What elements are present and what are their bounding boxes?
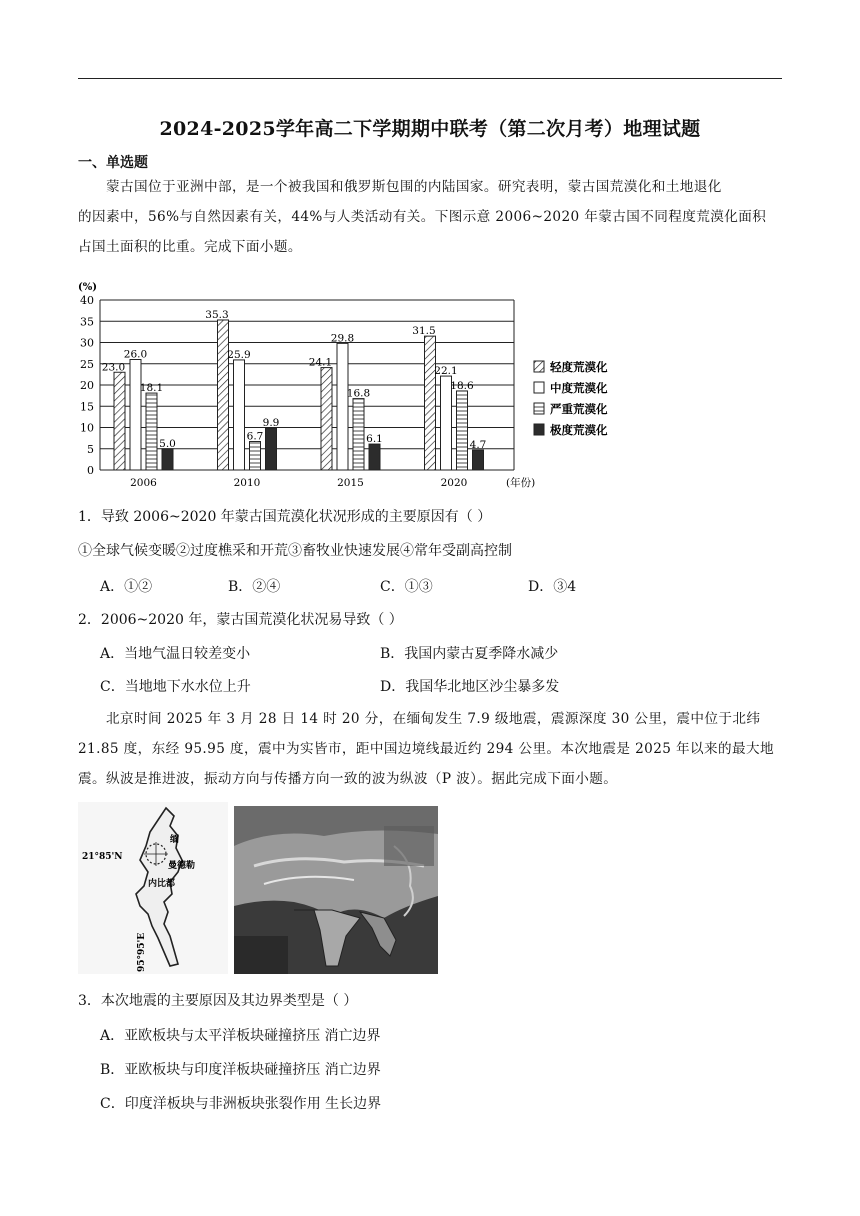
legend-label: 轻度荒漠化 [550,360,608,374]
bar [146,393,157,470]
question-2-stem: 2．2006~2020 年，蒙古国荒漠化状况易导致（ ） [78,612,403,628]
data-label: 23.0 [101,361,126,374]
x-tick-label: 2015 [337,477,364,489]
myanmar-map [78,802,228,974]
question-1-stem: 1．导致 2006~2020 年蒙古国荒漠化状况形成的主要原因有（ ） [78,509,492,525]
data-label: 22.1 [434,365,458,378]
data-label: 18.1 [139,382,164,395]
longitude-label: 95°95'E [137,932,147,972]
y-tick-label: 40 [80,294,94,307]
legend-swatch [534,424,544,435]
q3-option-b[interactable]: B．亚欧板块与印度洋板块碰撞挤压 消亡边界 [100,1062,381,1078]
bar [218,320,229,470]
passage-1-line-2: 的因素中，56%与自然因素有关，44%与人类活动有关。下图示意 2006~2020 年蒙古国不同程度荒漠化面积 [78,209,767,225]
data-label: 26.0 [123,348,148,361]
y-tick-label: 10 [80,421,94,435]
passage-1-line-3: 占国土面积的比重。完成下面小题。 [78,239,302,255]
data-label: 29.8 [330,332,355,345]
question-1-statements: ①全球气候变暖②过度樵采和开荒③畜牧业快速发展④常年受副高控制 [78,543,512,559]
q3-option-a[interactable]: A．亚欧板块与太平洋板块碰撞挤压 消亡边界 [100,1028,381,1044]
map-city-2: 内比都 [148,879,176,889]
bar [321,368,332,470]
data-label: 4.7 [469,439,487,452]
legend-swatch [534,361,544,372]
y-tick-label: 15 [80,400,94,414]
bar [130,360,141,471]
data-label: 5.0 [159,437,176,450]
bar [250,442,261,470]
x-tick-label: 2010 [233,477,261,489]
q2-option-d[interactable]: D．我国华北地区沙尘暴多发 [380,679,560,695]
map-country-label: 缅 [170,835,180,845]
y-tick-label: 20 [80,379,94,392]
data-label: 9.9 [262,416,280,429]
data-label: 24.1 [308,356,333,369]
q1-option-d[interactable]: D．③4 [528,579,577,595]
y-tick-label: 0 [87,464,94,477]
bar [266,428,277,470]
bar [425,336,436,470]
latitude-label: 21°85'N [82,852,123,862]
q1-option-a[interactable]: A．①② [100,579,153,595]
x-tick-label: 2020 [440,477,468,489]
q1-option-c[interactable]: C．①③ [380,579,433,595]
map-city-1: 曼德勒 [168,861,196,871]
bar [369,444,380,470]
y-tick-label: 30 [80,336,94,350]
y-axis-unit-label: (%) [78,282,97,293]
section-heading: 一、单选题 [78,155,148,171]
data-label: 25.9 [227,348,251,361]
bar [473,450,484,470]
bar [457,391,468,470]
bar [337,343,348,470]
legend-label: 极度荒漠化 [550,423,608,437]
passage-1-line-1: 蒙古国位于亚洲中部，是一个被我国和俄罗斯包围的内陆国家。研究表明，蒙古国荒漠化和土地退化 [106,179,722,195]
legend-label: 严重荒漠化 [550,402,608,416]
legend-swatch [534,403,544,414]
page-title: 2024-2025学年高二下学期期中联考（第二次月考）地理试题 [159,118,701,140]
y-tick-label: 25 [80,357,94,371]
bar [114,372,125,470]
q2-option-c[interactable]: C．当地地下水水位上升 [100,679,251,695]
data-label: 35.3 [205,308,229,321]
passage-2-line-2: 21.85 度，东经 95.95 度，震中为实皆市，距中国边境线最近约 294 公里。本次地震是 2025 年以来的最大地 [78,741,774,757]
q1-option-b[interactable]: B．②④ [228,579,281,595]
data-label: 6.1 [366,433,383,446]
desertification-bar-chart [60,278,630,496]
bar [234,360,245,470]
x-tick-label: 2006 [130,477,157,489]
passage-1 [78,172,782,262]
data-label: 6.7 [246,430,264,443]
y-tick-label: 35 [80,315,94,329]
passage-2-line-3: 震。纵波是推进波，振动方向与传播方向一致的波为纵波（P 波）。据此完成下面小题。 [78,771,618,787]
y-tick-label: 5 [87,442,94,456]
x-axis-unit-label: (年份) [506,477,536,489]
passage-2 [78,704,782,794]
q2-option-b[interactable]: B．我国内蒙古夏季降水减少 [380,646,559,662]
legend-swatch [534,382,544,393]
q3-option-c[interactable]: C．印度洋板块与非洲板块张裂作用 生长边界 [100,1096,382,1112]
data-label: 31.5 [412,325,436,338]
chart-legend [534,360,608,437]
bar [353,399,364,470]
passage-2-line-1: 北京时间 2025 年 3 月 28 日 14 时 20 分，在缅甸发生 7.9 级地震，震源深度 30 公里，震中位于北纬 [106,711,761,727]
bar [162,449,173,470]
asia-relief-map [234,806,438,974]
top-rule [78,78,782,79]
legend-label: 中度荒漠化 [550,381,608,395]
data-label: 16.8 [346,387,371,400]
q2-option-a[interactable]: A．当地气温日较差变小 [100,646,251,662]
data-label: 18.6 [450,379,474,392]
question-3-stem: 3．本次地震的主要原因及其边界类型是（ ） [78,993,358,1009]
